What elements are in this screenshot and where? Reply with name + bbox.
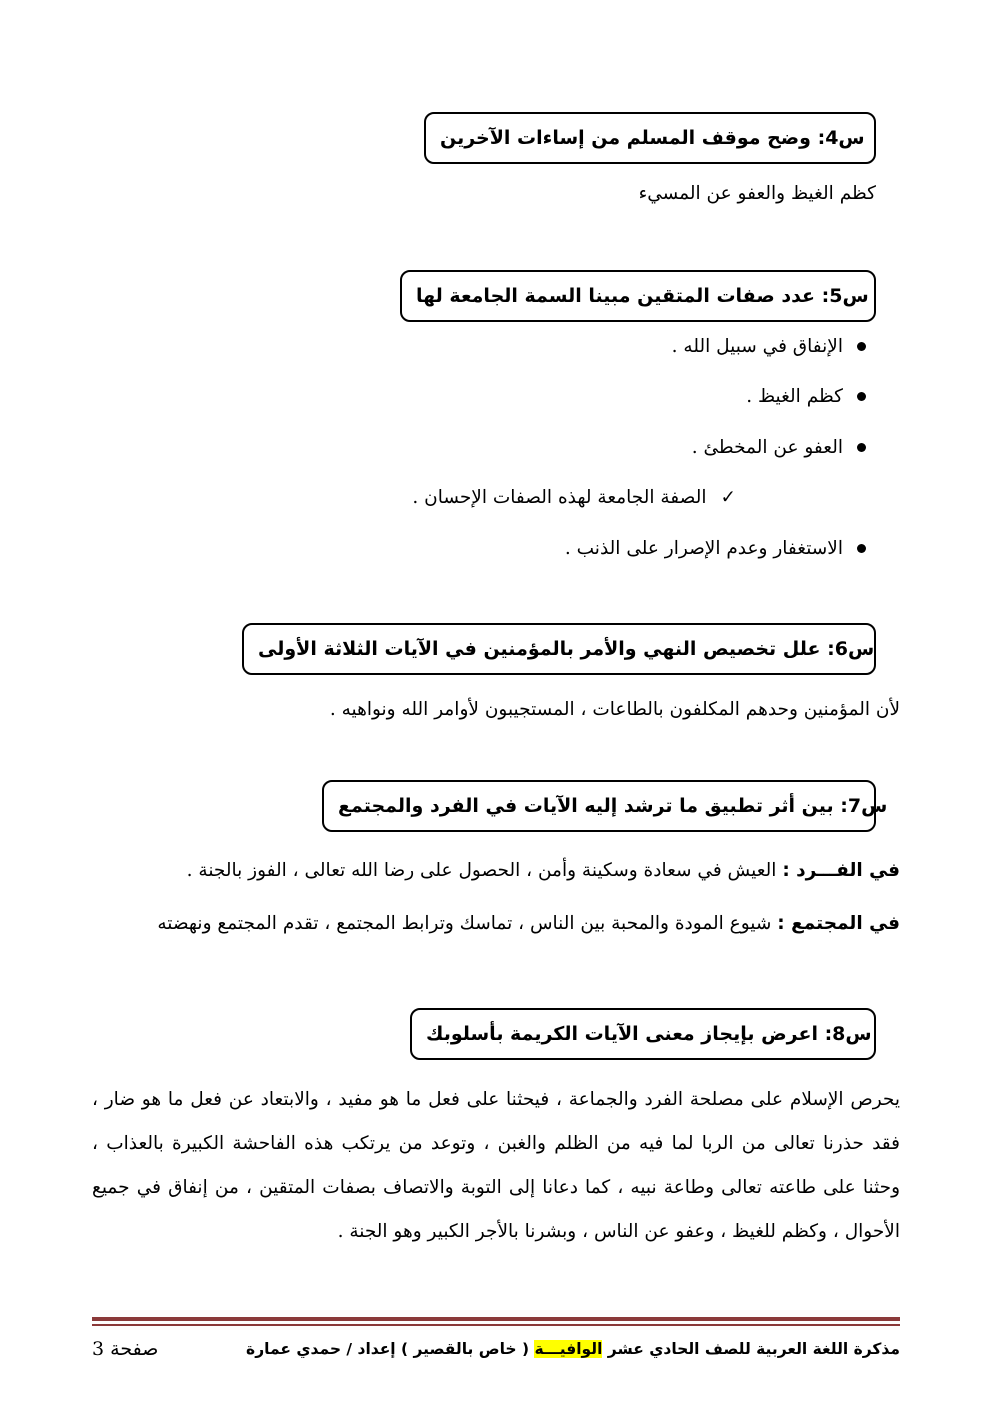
question-7-label: س7: بين أثر تطبيق ما ترشد إليه الآيات في الفرد والمجتمع [338, 795, 888, 817]
checkmark-icon: ✓ [720, 487, 736, 508]
question-4-box [424, 112, 876, 164]
society-text: شيوع المودة والمحبة بين الناس ، تماسك وترابط المجتمع ، تقدم المجتمع ونهضته [157, 913, 772, 934]
list-item-text: العفو عن المخطئ . [691, 437, 843, 458]
list-item-text: الإنفاق في سبيل الله . [671, 336, 843, 357]
bullet-icon [857, 544, 866, 553]
list-item [672, 336, 866, 357]
bullet-icon [857, 392, 866, 401]
question-6-label: س6: علل تخصيص النهي والأمر بالمؤمنين في الآيات الثلاثة الأولى [258, 638, 875, 660]
question-7-box [322, 780, 888, 832]
society-label: في المجتمع : [777, 913, 900, 934]
question-8-label: س8: اعرض بإيجاز معنى الآيات الكريمة بأسلوبك [426, 1023, 872, 1045]
question-7-individual [187, 860, 900, 881]
individual-text: العيش في سعادة وسكينة وأمن ، الحصول على رضا الله تعالى ، الفوز بالجنة . [186, 860, 777, 881]
page-number: صفحة 3 [92, 1338, 159, 1360]
list-item-text: كظم الغيظ . [746, 386, 843, 407]
individual-label: في الفـــرد : [782, 860, 900, 881]
question-4-label: س4: وضح موقف المسلم من إساءات الآخرين [440, 127, 865, 149]
footer-rule-thin [92, 1324, 900, 1326]
bullet-icon [857, 443, 866, 452]
footer-highlight: الوافيـــة [534, 1340, 603, 1358]
question-5-box [400, 270, 876, 322]
bullet-icon [857, 342, 866, 351]
question-5-label: س5: عدد صفات المتقين مبينا السمة الجامعة لها [416, 285, 869, 307]
question-4-answer: كظم الغيظ والعفو عن المسيء [638, 183, 876, 204]
footer-text-before: مذكرة اللغة العربية للصف الحادي عشر [602, 1340, 900, 1358]
footer-title [246, 1340, 900, 1358]
question-7-society [157, 913, 900, 934]
check-item-text: الصفة الجامعة لهذه الصفات الإحسان . [412, 487, 707, 508]
check-item [412, 487, 736, 508]
question-6-answer: لأن المؤمنين وحدهم المكلفون بالطاعات ، المستجيبون لأوامر الله ونواهيه . [329, 699, 900, 720]
question-6-box [242, 623, 876, 675]
list-item [692, 437, 866, 458]
question-8-box [410, 1008, 876, 1060]
question-8-answer: يحرص الإسلام على مصلحة الفرد والجماعة ، فيحثنا على فعل ما هو مفيد ، والابتعاد عن فعل ما هو ضار ، فقد حذرنا تعالى من الربا لما فيه من الظلم والغبن ، وتوعد من يرتكب هذه الفاحشة الكبيرة بالعذاب ، وحثنا على طاعته تعالى وطاعة نبيه ، كما دعانا إلى التوبة والاتصاف بصفات المتقين ، من إنفاق في جميع الأحوال ، وكظم للغيظ ، وعفو عن الناس ، وبشرنا بالأجر الكبير وهو الجنة . [92, 1089, 900, 1242]
list-item-text: الاستغفار وعدم الإصرار على الذنب . [564, 538, 843, 559]
list-item [746, 386, 866, 407]
list-item [565, 538, 866, 559]
footer-rule-thick [92, 1317, 900, 1321]
footer-text-after: ( خاص بالقصير ) إعداد / حمدي عمارة [246, 1340, 535, 1358]
